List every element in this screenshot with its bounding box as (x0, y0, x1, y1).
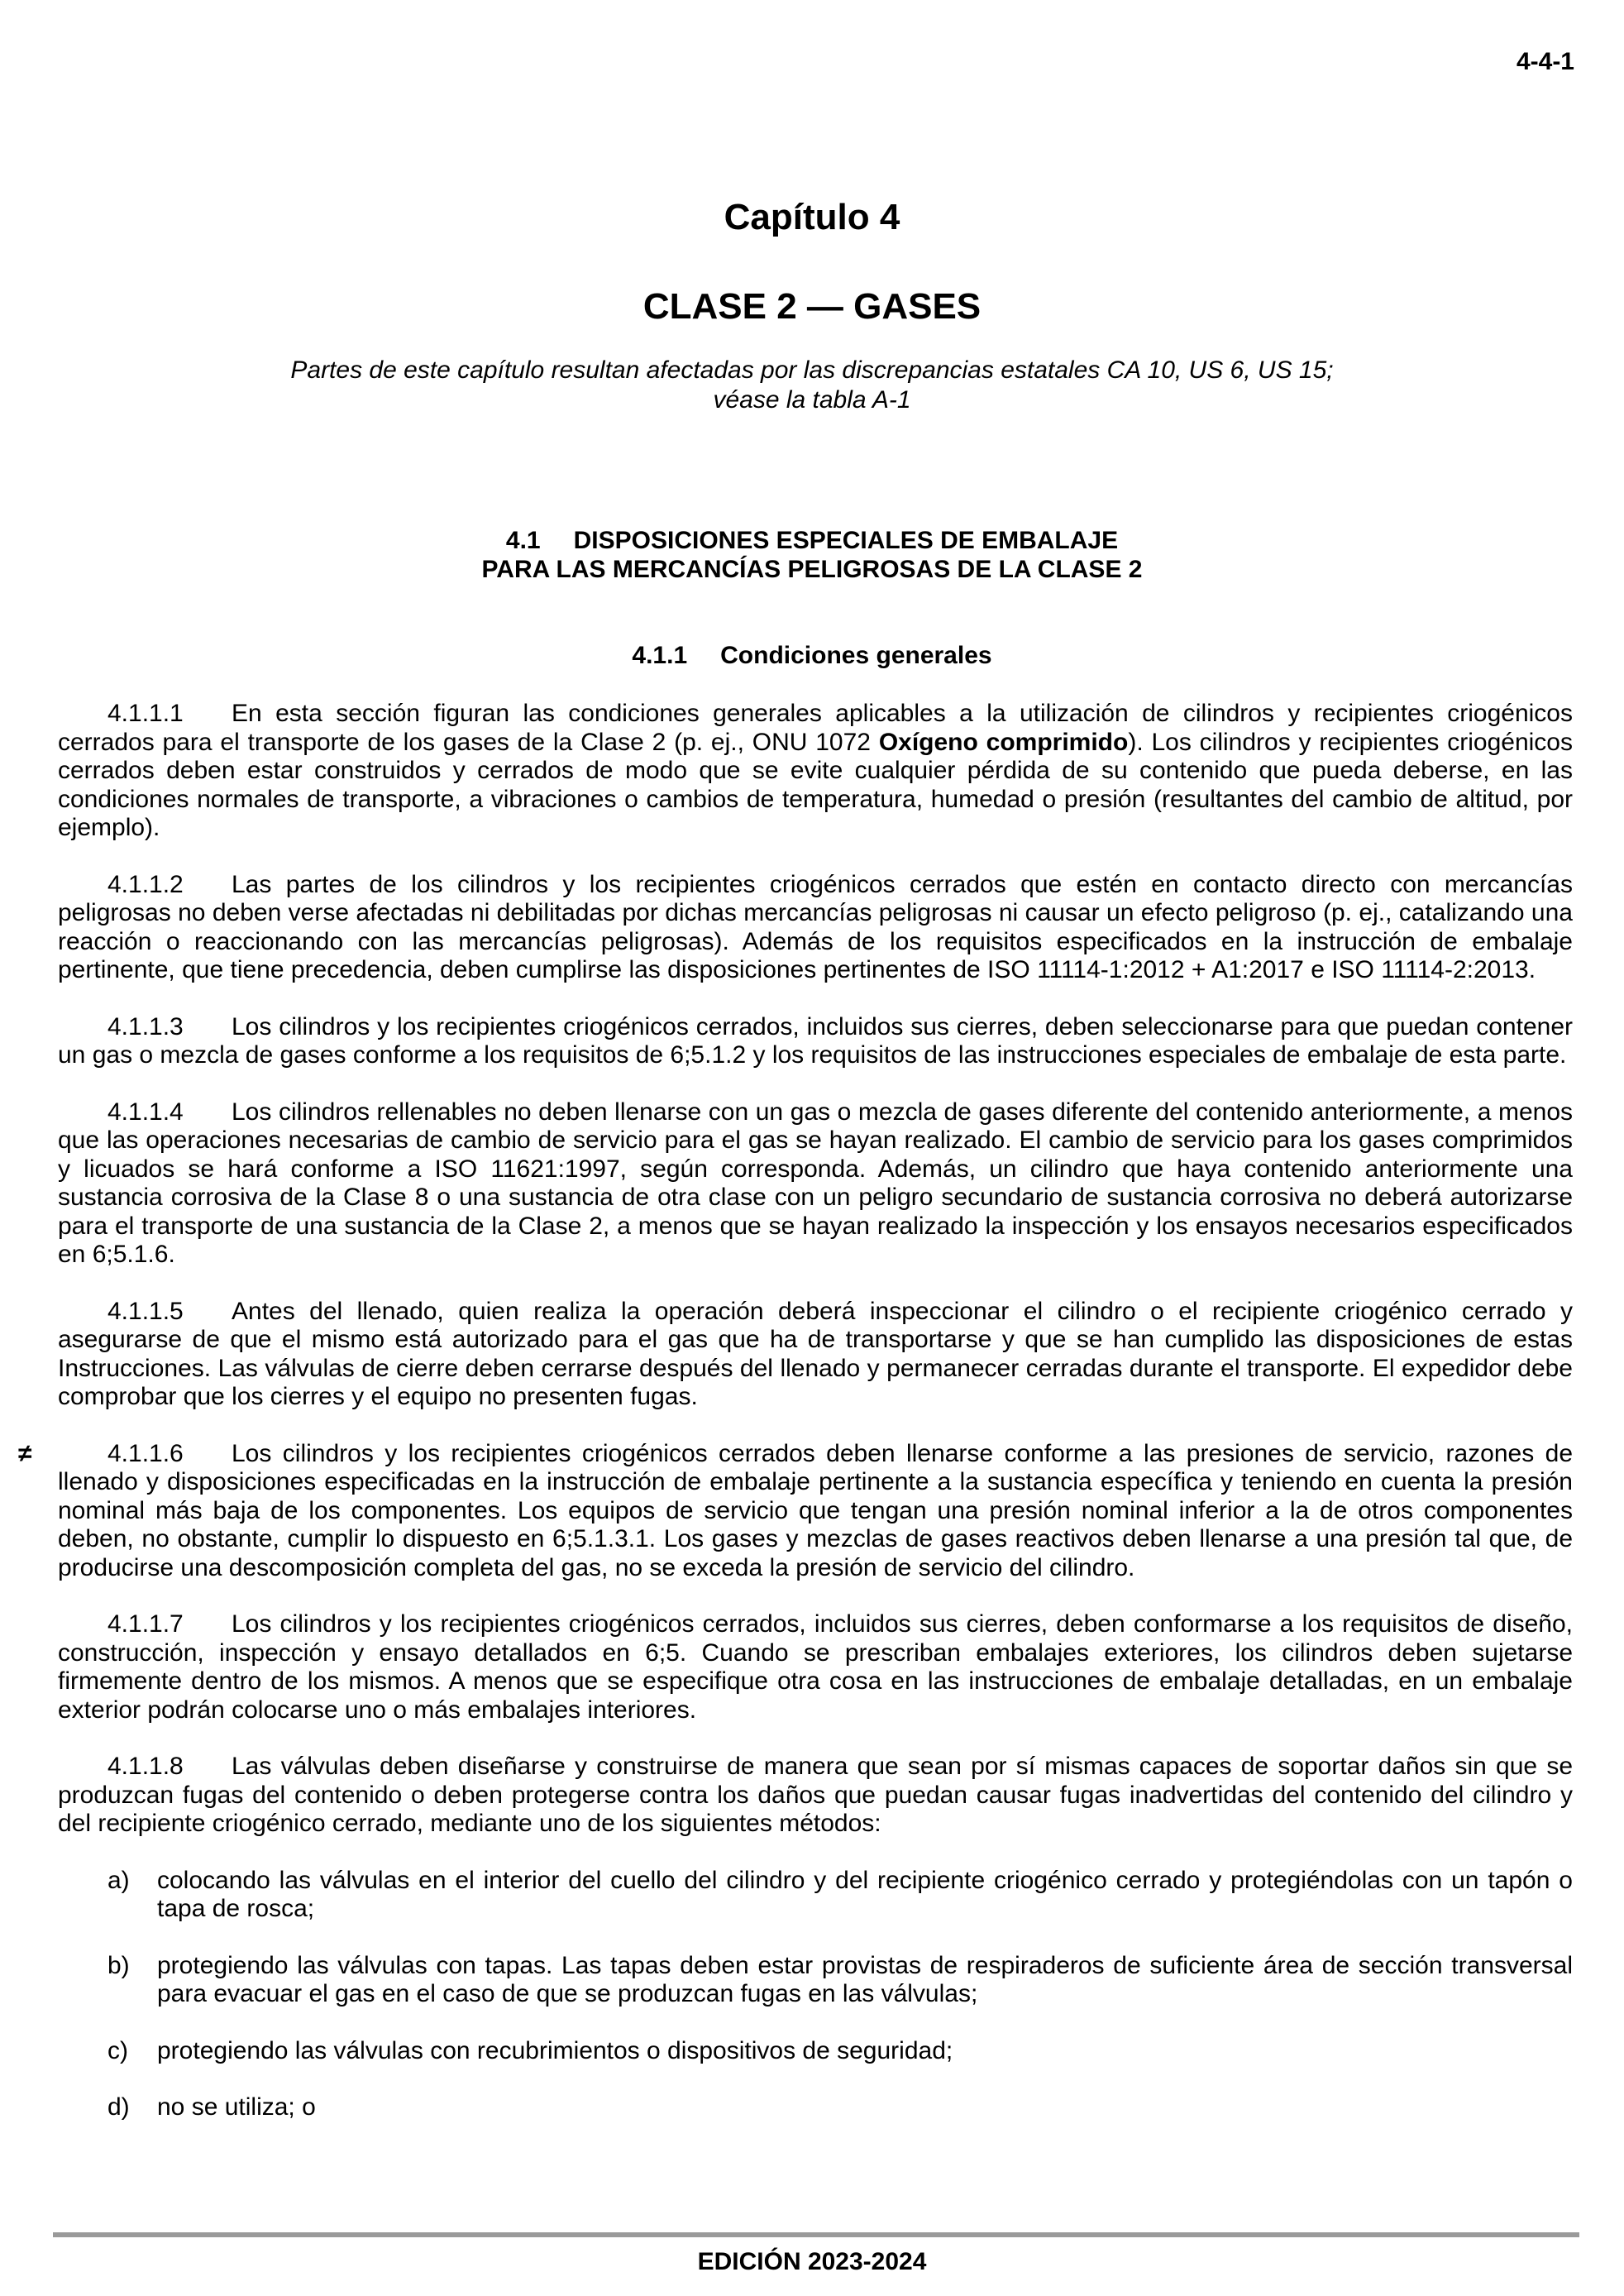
paragraph-text: Las partes de los cilindros y los recipientes criogénicos cerrados que estén en contacto directo con mercancías peligrosas no deben verse afectadas ni debilitadas por dichas mercancías peligrosas ni causar un efecto peligroso (p. ej., catalizando una reacción o reaccionando con las mercancías peligrosas). Además de los requisitos especificados en la instrucción de embalaje pertinente, que tiene precedencia, deben cumplirse las disposiciones pertinentes de ISO 11114-1:2012 + A1:2017 e ISO 11114-2:2013. (58, 870, 1573, 983)
body-text (18, 700, 1573, 2150)
chapter-title: Capítulo 4 (724, 197, 900, 237)
paragraph (58, 700, 1573, 843)
section-heading-line (0, 526, 1624, 555)
paragraph-text: En esta sección figuran las condiciones generales aplicables a la utilización de cilindros y recipientes criogénicos cerrados para el transporte de los gases de la Clase 2 (p. ej., ONU 1072 (58, 700, 1573, 756)
paragraph-text: Los cilindros y los recipientes criogénicos cerrados, incluidos sus cierres, deben seleccionarse para que puedan contener un gas o mezcla de gases conforme a los requisitos de 6;5.1.2 y los requisitos de las instrucciones especiales de embalaje de esta parte. (58, 1012, 1573, 1069)
list-letter: a) (107, 1866, 130, 1894)
list-text: colocando las válvulas en el interior del cuello del cilindro y del recipiente criogénico cerrado y protegiéndolas con un tapón o tapa de rosca; (157, 1866, 1573, 1922)
paragraph (58, 871, 1573, 985)
list-item (58, 1952, 1573, 2009)
class-title: CLASE 2 — GASES (642, 286, 982, 327)
discrepancy-marker: ≠ (18, 1439, 32, 1467)
paragraph (58, 1753, 1573, 1839)
paragraph-number: 4.1.1.2 (107, 870, 184, 898)
footer-edition: EDICIÓN 2023-2024 (697, 2248, 927, 2275)
paragraph (58, 1610, 1573, 1724)
list-text: no se utiliza; o (157, 2093, 316, 2121)
subsection-number: 4.1.1 (632, 642, 688, 669)
section-number: 4.1 (505, 527, 541, 554)
paragraph-number: 4.1.1.1 (107, 700, 184, 727)
section-heading-line: PARA LAS MERCANCÍAS PELIGROSAS DE LA CLASE 2 (481, 556, 1143, 583)
discrepancy-note-line: véase la tabla A-1 (713, 386, 911, 414)
paragraph (18, 1439, 1573, 1583)
paragraph-text: Antes del llenado, quien realiza la operación deberá inspeccionar el cilindro o el recipiente criogénico cerrado y asegurarse de que el mismo está autorizado para el gas que ha de transportarse y que se han cumplido las disposiciones de estas Instrucciones. Las válvulas de cierre deben cerrarse después del llenado y permanecer cerradas durante el transporte. El expedidor debe comprobar que los cierres y el equipo no presenten fugas. (58, 1297, 1573, 1410)
paragraph-number: 4.1.1.7 (107, 1610, 184, 1638)
discrepancy-note-line: Partes de este capítulo resultan afectadas por las discrepancias estatales CA 10, US 6, US 15; (290, 356, 1334, 384)
paragraph-text: Las válvulas deben diseñarse y construirse de manera que sean por sí mismas capaces de soportar daños sin que se produzcan fugas del contenido o deben protegerse contra los daños que puedan causar fugas inadvertidas del contenido del cilindro y del recipiente criogénico cerrado, mediante uno de los siguientes métodos: (58, 1753, 1573, 1837)
paragraph-text: Los cilindros rellenables no deben llenarse con un gas o mezcla de gases diferente del contenido anteriormente, a menos que las operaciones necesarias de cambio de servicio para el gas se hayan realizado. El cambio de servicio para los gases comprimidos y licuados se hará conforme a ISO 11621:1997, según corresponda. Además, un cilindro que haya contenido anteriormente una sustancia corrosiva de la Clase 8 o una sustancia de otra clase con un peligro secundario de sustancia corrosiva no deberá autorizarse para el transporte de una sustancia de la Clase 2, a menos que se hayan realizado la inspección y los ensayos necesarios especificados en 6;5.1.6. (58, 1098, 1573, 1268)
section-heading (0, 526, 1624, 584)
paragraph (58, 1098, 1573, 1270)
substance-name: Oxígeno comprimido (878, 728, 1129, 756)
paragraph-number: 4.1.1.6 (107, 1439, 184, 1467)
paragraph-number: 4.1.1.3 (107, 1012, 184, 1040)
paragraph-number: 4.1.1.4 (107, 1098, 184, 1126)
page-number: 4-4-1 (1516, 48, 1574, 75)
footer-divider (53, 2232, 1579, 2237)
paragraph (58, 1298, 1573, 1412)
list-text: protegiendo las válvulas con tapas. Las tapas deben estar provistas de respiraderos de suficiente área de sección transversal para evacuar el gas en el caso de que se produzcan fugas en las válvulas; (157, 1951, 1573, 2007)
list-item (58, 1867, 1573, 1924)
list-letter: d) (107, 2093, 130, 2121)
paragraph (58, 1013, 1573, 1070)
paragraph-text: Los cilindros y los recipientes criogénicos cerrados, incluidos sus cierres, deben conformarse a los requisitos de diseño, construcción, inspección y ensayo detallados en 6;5. Cuando se prescriban embalajes exteriores, los cilindros deben sujetarse firmemente dentro de los mismos. A menos que se especifique otra cosa en las instrucciones de embalaje detalladas, en un embalaje exterior podrán colocarse uno o más embalajes interiores. (58, 1610, 1573, 1724)
list-item (58, 2093, 1573, 2122)
paragraph-text: Los cilindros y los recipientes criogénicos cerrados deben llenarse conforme a las presiones de servicio, razones de llenado y disposiciones especificadas en la instrucción de embalaje pertinente a la sustancia específica y teniendo en cuenta la presión nominal más baja de los componentes. Los equipos de servicio que tengan una presión nominal inferior a la de otros componentes deben, no obstante, cumplir lo dispuesto en 6;5.1.3.1. Los gases y mezclas de gases reactivos deben llenarse a una presión tal que, de producirse una descomposición completa del gas, no se exceda la presión de servicio del cilindro. (58, 1439, 1573, 1581)
section-title: DISPOSICIONES ESPECIALES DE EMBALAJE (573, 527, 1119, 554)
discrepancy-note (0, 356, 1624, 415)
list-item (58, 2037, 1573, 2066)
subsection-heading (0, 642, 1624, 670)
paragraph-number: 4.1.1.8 (107, 1753, 184, 1780)
paragraph-number: 4.1.1.5 (107, 1297, 184, 1325)
list-text: protegiendo las válvulas con recubrimientos o dispositivos de seguridad; (157, 2036, 953, 2064)
paragraph-text: ). Los cilindros y recipientes criogénicos cerrados deben estar construidos y cerrados de modo que se evite cualquier pérdida de su contenido que pueda deberse, en las condiciones normales de transporte, a vibraciones o cambios de temperatura, humedad o presión (resultantes del cambio de altitud, por ejemplo). (58, 728, 1573, 841)
list-letter: c) (107, 2036, 128, 2064)
list-letter: b) (107, 1951, 130, 1979)
subsection-title: Condiciones generales (720, 642, 992, 669)
